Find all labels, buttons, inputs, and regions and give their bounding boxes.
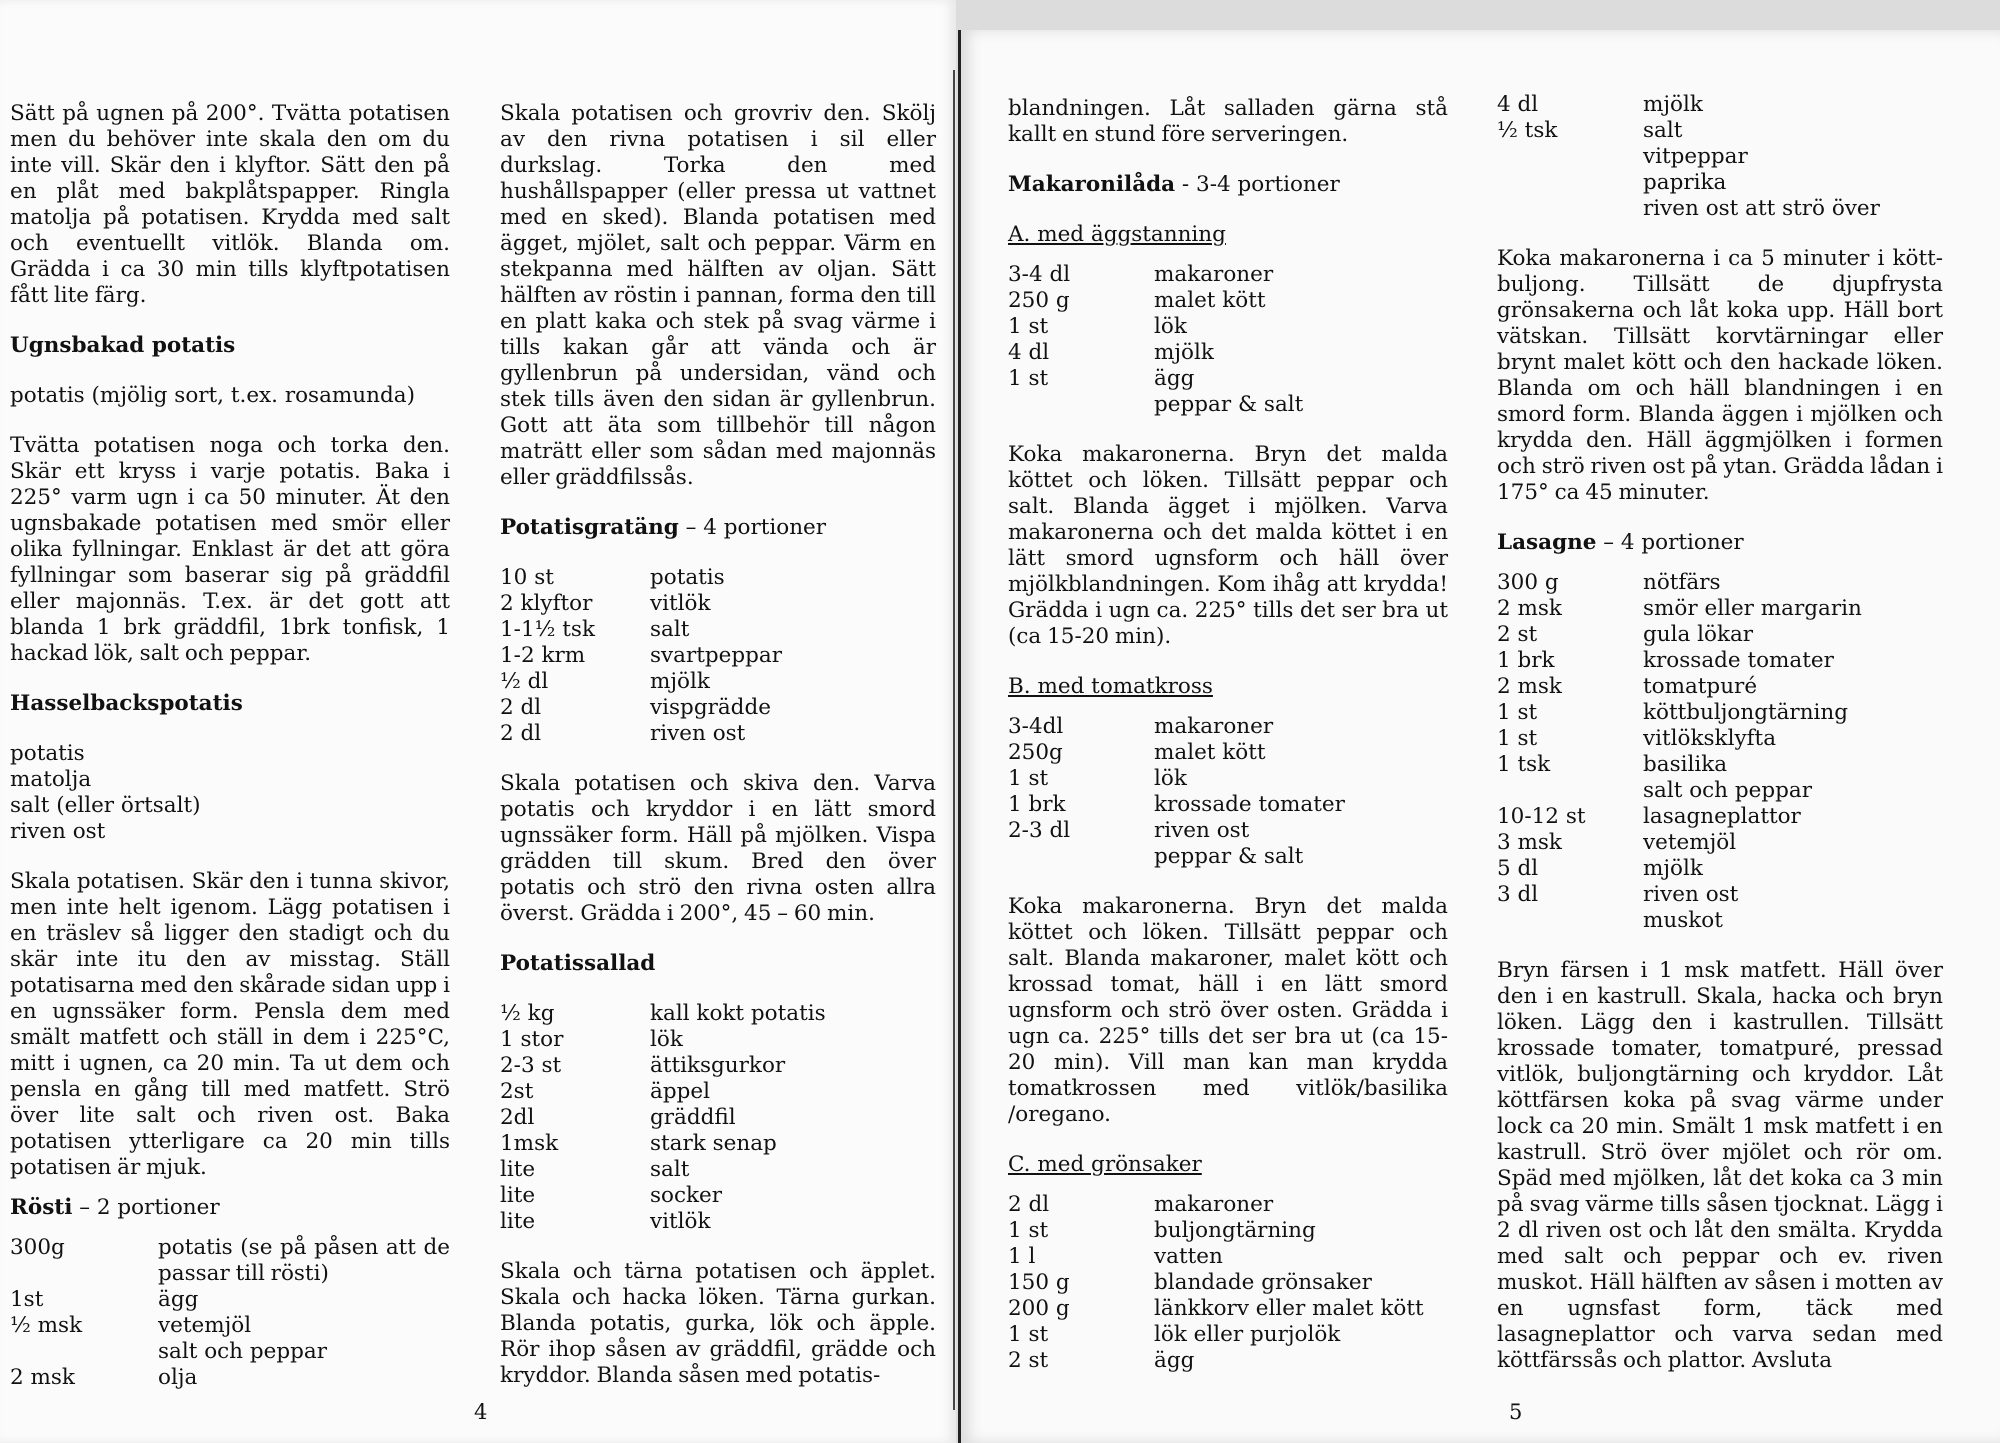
- qty: ½ tsk: [1497, 118, 1558, 143]
- item: salt: [1643, 118, 1683, 143]
- item: lasagneplattor: [1643, 804, 1801, 829]
- sallad-ingredients: [500, 1001, 936, 1235]
- qty: 2 st: [1008, 1348, 1049, 1373]
- item: mjölk: [1643, 92, 1703, 117]
- item: mjölk: [1154, 340, 1214, 365]
- ingredient-row: [1008, 714, 1448, 740]
- ingredient-row: [1008, 1322, 1448, 1348]
- ingredient-row: [500, 669, 936, 695]
- qty: [1497, 144, 1643, 170]
- ugnsbakad-ingredient: potatis (mjölig sort, t.ex. rosamunda): [10, 383, 415, 408]
- recipe-title-lasagne: [1497, 530, 1943, 556]
- qty: 2 st: [1497, 622, 1538, 647]
- qty: 1-1½ tsk: [500, 617, 595, 642]
- hasselback-instructions: Skala potatisen. Skär den i tunna skivor, men inte helt igenom. Lägg potatisen i en träslev så ligger den stadigt och du skär inte itu den av misstag. Ställ potatisarna med den skårade sidan upp i en ugnssäker form. Pensla dem med smält matfett och ställ in dem i 225°C, mitt i ugnen, ca 20 min. Ta ut dem och pensla en gång till med matfett. Strö över lite salt och riven ost. Baka potatisen ytterligare ca 20 min tills potatisen är mjuk.: [10, 869, 450, 1180]
- qty: 2 msk: [1497, 674, 1562, 699]
- ingredient-row: [1008, 1244, 1448, 1270]
- item: makaroner: [1154, 262, 1274, 287]
- qty: 300 g: [1497, 570, 1559, 595]
- makaroni-title: Makaronilåda: [1008, 172, 1176, 197]
- variant-c-ingredients: [1008, 1192, 1448, 1374]
- item: krossade tomater: [1643, 648, 1834, 673]
- ingredient-row: [1008, 1192, 1448, 1218]
- ingredient-row: [500, 617, 936, 643]
- qty: [1497, 196, 1643, 222]
- item: riven ost: [650, 721, 746, 746]
- item: länkkorv eller malet kött: [1154, 1296, 1424, 1321]
- item: smör eller margarin: [1643, 596, 1862, 621]
- rosti-title: Rösti: [10, 1195, 73, 1220]
- ingredient-row: [500, 643, 936, 669]
- ingredient-row: [1497, 92, 1943, 118]
- item: gula lökar: [1643, 622, 1754, 647]
- ingredient-row: [500, 721, 936, 747]
- item: riven ost: [1154, 818, 1250, 843]
- item: vatten: [1154, 1244, 1223, 1269]
- lasagne-portions: – 4 portioner: [1596, 530, 1744, 555]
- qty: [1497, 170, 1643, 196]
- item: lök: [1154, 766, 1187, 791]
- ingredient-row: [1497, 144, 1943, 170]
- qty: 3 msk: [1497, 830, 1562, 855]
- ingredient-row: [10, 1313, 450, 1339]
- ingredient-row: [500, 1131, 936, 1157]
- left-column-2: [500, 101, 936, 1389]
- item: vispgrädde: [650, 695, 771, 720]
- qty: 10 st: [500, 565, 554, 590]
- qty: 1 st: [1008, 366, 1049, 391]
- ingredient-row: [1008, 1270, 1448, 1296]
- recipe-title-makaroni: [1008, 172, 1448, 198]
- page-number-right: 5: [1509, 1400, 1523, 1424]
- ingredient-row: [1497, 830, 1943, 856]
- qty: lite: [500, 1209, 536, 1234]
- variant-b-title: B. med tomatkross: [1008, 674, 1213, 699]
- hasselback-ingredients: [10, 741, 450, 845]
- ingredient-row: [500, 1105, 936, 1131]
- qty: 2st: [500, 1079, 534, 1104]
- klyftpotatis-instructions: Sätt på ugnen på 200°. Tvätta potatisen men du behöver inte skala den om du inte vill. Skär den i klyftor. Sätt den på en plåt med bakplåtspapper. Ringla matolja på potatisen. Krydda med salt och eventuellt vitlök. Blanda om. Grädda i ca 30 min tills klyftpotatisen fått lite färg.: [10, 101, 450, 308]
- item: blandade grönsaker: [1154, 1270, 1372, 1295]
- qty: 1 l: [1008, 1244, 1036, 1269]
- qty: 4 dl: [1497, 92, 1539, 117]
- qty: 1 st: [1008, 314, 1049, 339]
- ingredient-row: [1008, 314, 1448, 340]
- ingredient-row: [1008, 340, 1448, 366]
- ingredient-row: [1008, 262, 1448, 288]
- lasagne-ingredients: [1497, 570, 1943, 934]
- ingredient-row: [1497, 726, 1943, 752]
- ingredient: salt (eller örtsalt): [10, 793, 201, 818]
- recipe-title-ugnsbakad: Ugnsbakad potatis: [10, 333, 236, 358]
- item: riven ost: [1643, 882, 1739, 907]
- ingredient-row: [10, 1235, 450, 1287]
- recipe-title-sallad: Potatissallad: [500, 951, 656, 976]
- variant-b-instructions: Koka makaronerna. Bryn det malda köttet och löken. Tillsätt peppar och salt. Blanda makaroner, malet kött och krossad tomat, häll i en lätt smord ugnsform och strö över osten. Grädda i ugn ca. 225° tills det ser bra ut (ca 15-20 min). Vill man kan man krydda tomatkrossen med vitlök/basilika /oregano.: [1008, 894, 1448, 1127]
- ingredient-row: [1008, 366, 1448, 392]
- rosti-portions: – 2 portioner: [72, 1195, 220, 1220]
- item: tomatpuré: [1643, 674, 1758, 699]
- qty: [1497, 908, 1643, 934]
- item: ättiksgurkor: [650, 1053, 786, 1078]
- ingredient-row: [10, 1365, 450, 1391]
- item: socker: [650, 1183, 723, 1208]
- item: buljongtärning: [1154, 1218, 1316, 1243]
- qty: 150 g: [1008, 1270, 1070, 1295]
- ingredient-row: [1497, 118, 1943, 144]
- item: peppar & salt: [1154, 392, 1304, 417]
- makaroni-portions: - 3-4 portioner: [1175, 172, 1340, 197]
- ingredient: potatis: [10, 741, 85, 766]
- qty: 2 dl: [500, 695, 542, 720]
- ingredient-row: [1008, 1218, 1448, 1244]
- qty: 1msk: [500, 1131, 559, 1156]
- item: olja: [158, 1365, 198, 1390]
- ingredient-row: [1008, 288, 1448, 314]
- qty: 300g: [10, 1235, 65, 1260]
- ugnsbakad-instructions: Tvätta potatisen noga och torka den. Skär ett kryss i varje potatis. Baka i 225° varm ugn i ca 50 minuter. Ät den ugnsbakade potatisen med smör eller olika fyllningar. Enklast är det att göra fyllningar som baserar sig på gräddfil eller majonnäs. T.ex. är det gott att blanda 1 brk gräddfil, 1brk tonfisk, 1 hackad lök, salt och peppar.: [10, 433, 450, 666]
- ingredient-row: [500, 1157, 936, 1183]
- ingredient-row: [1008, 766, 1448, 792]
- ingredient-row: [1497, 856, 1943, 882]
- qty: 1 st: [1497, 726, 1538, 751]
- qty: lite: [500, 1183, 536, 1208]
- item: riven ost att strö över: [1643, 196, 1880, 221]
- rosti-ingredients: [10, 1235, 450, 1391]
- item: vitpeppar: [1643, 144, 1748, 169]
- qty: 1 st: [1497, 700, 1538, 725]
- ingredient-row: [500, 1079, 936, 1105]
- sallad-instructions: Skala och tärna potatisen och äpplet. Skala och hacka löken. Tärna gurkan. Blanda potatis, gurka, lök och äpple. Rör ihop såsen av gräddfil, grädde och kryddor. Blanda såsen med potatis-: [500, 1259, 936, 1388]
- page-number-left: 4: [474, 1400, 488, 1424]
- item: makaroner: [1154, 714, 1274, 739]
- qty: 1-2 krm: [500, 643, 586, 668]
- item: mjölk: [650, 669, 710, 694]
- recipe-title-hasselback: Hasselbackspotatis: [10, 691, 243, 716]
- gratang-instructions: Skala potatisen och skiva den. Varva potatis och kryddor i en lätt smord ugnssäker form. Häll på mjölken. Vispa grädden till skum. Bred den över potatis och strö den rivna osten allra överst. Grädda i 200°, 45 – 60 min.: [500, 771, 936, 926]
- qty: 1 tsk: [1497, 752, 1551, 777]
- qty: 1 st: [1008, 766, 1049, 791]
- ingredient: riven ost: [10, 819, 106, 844]
- qty: 1 st: [1008, 1218, 1049, 1243]
- item: vitlöksklyfta: [1643, 726, 1777, 751]
- variant-c-instructions: Koka makaronerna i ca 5 minuter i kött-buljong. Tillsätt de djupfrysta grönsakerna och låt koka upp. Häll bort vätskan. Tillsätt korvtärningar eller brynt malet kött och den hackade löken. Blanda om och häll blandningen i en smord form. Blanda äggen i mjölken och krydda den. Häll äggmjölken i formen och strö riven ost på ytan. Grädda lådan i 175° ca 45 minuter.: [1497, 246, 1943, 505]
- recipe-title-gratang: [500, 515, 936, 541]
- qty: 1 brk: [1008, 792, 1066, 817]
- ingredient-row: [500, 1183, 936, 1209]
- variant-a-title: A. med äggstanning: [1008, 222, 1226, 247]
- ingredient-row: [1497, 674, 1943, 700]
- qty: 2dl: [500, 1105, 535, 1130]
- variant-b-ingredients: [1008, 714, 1448, 870]
- ingredient-row: [1497, 778, 1943, 804]
- variant-c-title: C. med grönsaker: [1008, 1152, 1202, 1177]
- qty: 2 dl: [500, 721, 542, 746]
- item: köttbuljongtärning: [1643, 700, 1849, 725]
- ingredient-row: [500, 695, 936, 721]
- ingredient-row: [10, 1287, 450, 1313]
- ingredient: matolja: [10, 767, 92, 792]
- qty: 4 dl: [1008, 340, 1050, 365]
- item: ägg: [1154, 1348, 1195, 1373]
- item: mjölk: [1643, 856, 1703, 881]
- ingredient-row: [1497, 908, 1943, 934]
- qty: 200 g: [1008, 1296, 1070, 1321]
- item: äppel: [650, 1079, 710, 1104]
- gratang-portions: – 4 portioner: [678, 515, 827, 540]
- item: malet kött: [1154, 740, 1266, 765]
- qty: 3 dl: [1497, 882, 1539, 907]
- qty: ½ kg: [500, 1001, 555, 1026]
- qty: [10, 1339, 158, 1365]
- item: salt: [650, 617, 690, 642]
- qty: 1 stor: [500, 1027, 564, 1052]
- item: gräddfil: [650, 1105, 736, 1130]
- item: vitlök: [650, 591, 711, 616]
- item: malet kött: [1154, 288, 1266, 313]
- right-column-2: [1497, 92, 1943, 1374]
- qty: ½ dl: [500, 669, 549, 694]
- item: potatis (se på påsen att de passar till rösti): [158, 1235, 450, 1286]
- item: lök: [650, 1027, 683, 1052]
- variant-c-ingredients-continued: [1497, 92, 1943, 222]
- item: basilika: [1643, 752, 1728, 777]
- page-gutter: [953, 70, 955, 1410]
- item: peppar & salt: [1154, 844, 1304, 869]
- right-page: [958, 30, 2000, 1443]
- item: lök: [1154, 314, 1187, 339]
- item: ägg: [1154, 366, 1195, 391]
- ingredient-row: [1497, 196, 1943, 222]
- ingredient-row: [10, 1339, 450, 1365]
- qty: 2-3 dl: [1008, 818, 1071, 843]
- qty: ½ msk: [10, 1313, 83, 1338]
- left-column-1: [10, 101, 450, 1391]
- ingredient-row: [1008, 844, 1448, 870]
- qty: 1 st: [1008, 1322, 1049, 1347]
- ingredient-row: [1008, 792, 1448, 818]
- qty: 250 g: [1008, 288, 1070, 313]
- variant-a-instructions: Koka makaronerna. Bryn det malda köttet och löken. Tillsätt peppar och salt. Blanda ägget i mjölken. Varva makaronerna och det malda köttet i en lätt smord ugnsform och häll över mjölkblandningen. Kom ihåg att krydda! Grädda i ugn ca. 225° tills det ser bra ut (ca 15-20 min).: [1008, 442, 1448, 649]
- qty: 5 dl: [1497, 856, 1539, 881]
- item: salt och peppar: [1643, 778, 1812, 803]
- ingredient-row: [500, 1209, 936, 1235]
- item: salt och peppar: [158, 1339, 327, 1364]
- lasagne-instructions: Bryn färsen i 1 msk matfett. Häll över den i en kastrull. Skala, hacka och bryn löken. Lägg den i kastrullen. Tillsätt krossade tomater, tomatpuré, pressad vitlök, buljongtärning och kryddor. Låt köttfärsen koka på svag värme under lock ca 20 min. Smält 1 msk matfett i en kastrull. Strö över mjölet och rör om. Späd med mjölken, låt det koka ca 3 min på svag värme tills såsen tjocknat. Lägg i 2 dl riven ost och låt den smälta. Krydda med salt och peppar och ev. riven muskot. Häll hälften av såsen i motten av en ugnsfast form, täck med lasagneplattor och varva sedan med köttfärssås och plattor. Avsluta: [1497, 958, 1943, 1373]
- qty: 3-4 dl: [1008, 262, 1071, 287]
- ingredient-row: [1497, 752, 1943, 778]
- gratang-title: Potatisgratäng: [500, 515, 679, 540]
- variant-a-ingredients: [1008, 262, 1448, 418]
- item: vetemjöl: [1643, 830, 1737, 855]
- recipe-title-rosti: [10, 1195, 450, 1221]
- item: lök eller purjolök: [1154, 1322, 1341, 1347]
- item: vetemjöl: [158, 1313, 252, 1338]
- qty: 1 brk: [1497, 648, 1555, 673]
- item: svartpeppar: [650, 643, 783, 668]
- qty: [1497, 778, 1643, 804]
- qty: 2 dl: [1008, 1192, 1050, 1217]
- qty: 2 msk: [1497, 596, 1562, 621]
- item: stark senap: [650, 1131, 777, 1156]
- ingredient-row: [1497, 882, 1943, 908]
- ingredient-row: [1497, 648, 1943, 674]
- qty: 1st: [10, 1287, 44, 1312]
- qty: 3-4dl: [1008, 714, 1064, 739]
- ingredient-row: [1008, 818, 1448, 844]
- item: vitlök: [650, 1209, 711, 1234]
- qty: 2 klyftor: [500, 591, 593, 616]
- item: kall kokt potatis: [650, 1001, 826, 1026]
- item: muskot: [1643, 908, 1723, 933]
- item: nötfärs: [1643, 570, 1721, 595]
- ingredient-row: [1008, 392, 1448, 418]
- lasagne-title: Lasagne: [1497, 530, 1597, 555]
- ingredient-row: [1497, 170, 1943, 196]
- qty: [1008, 844, 1154, 870]
- item: salt: [650, 1157, 690, 1182]
- qty: 10-12 st: [1497, 804, 1586, 829]
- qty: 250g: [1008, 740, 1063, 765]
- item: krossade tomater: [1154, 792, 1345, 817]
- ingredient-row: [1497, 622, 1943, 648]
- ingredient-row: [500, 1027, 936, 1053]
- qty: 2 msk: [10, 1365, 75, 1390]
- gratang-ingredients: [500, 565, 936, 747]
- item: ägg: [158, 1287, 199, 1312]
- item: makaroner: [1154, 1192, 1274, 1217]
- item: paprika: [1643, 170, 1727, 195]
- right-column-1: [1008, 96, 1448, 1374]
- ingredient-row: [1008, 1296, 1448, 1322]
- ingredient-row: [1497, 700, 1943, 726]
- rosti-instructions: Skala potatisen och grovriv den. Skölj av den rivna potatisen i sil eller durkslag. Torka den med hushållspapper (eller pressa ut vattnet med en sked). Blanda potatisen med ägget, mjölet, salt och peppar. Värm en stekpanna med hälften av oljan. Sätt hälften av röstin i pannan, forma den till en platt kaka och stek på svag värme i tills kakan går att vända och är gyllenbrun på undersidan, vänd och stek tills även den sidan är gyllenbrun. Gott att äta som tillbehör till någon maträtt eller som sådan med majonnäs eller gräddfilssås.: [500, 101, 936, 490]
- ingredient-row: [1497, 570, 1943, 596]
- ingredient-row: [500, 591, 936, 617]
- ingredient-row: [1497, 596, 1943, 622]
- item: potatis: [650, 565, 725, 590]
- qty: lite: [500, 1157, 536, 1182]
- ingredient-row: [500, 1001, 936, 1027]
- ingredient-row: [500, 1053, 936, 1079]
- ingredient-row: [1008, 1348, 1448, 1374]
- left-page: [0, 0, 956, 1443]
- qty: 2-3 st: [500, 1053, 562, 1078]
- sallad-instructions-end: blandningen. Låt salladen gärna stå kallt en stund före serveringen.: [1008, 96, 1448, 147]
- ingredient-row: [1008, 740, 1448, 766]
- qty: [1008, 392, 1154, 418]
- ingredient-row: [500, 565, 936, 591]
- ingredient-row: [1497, 804, 1943, 830]
